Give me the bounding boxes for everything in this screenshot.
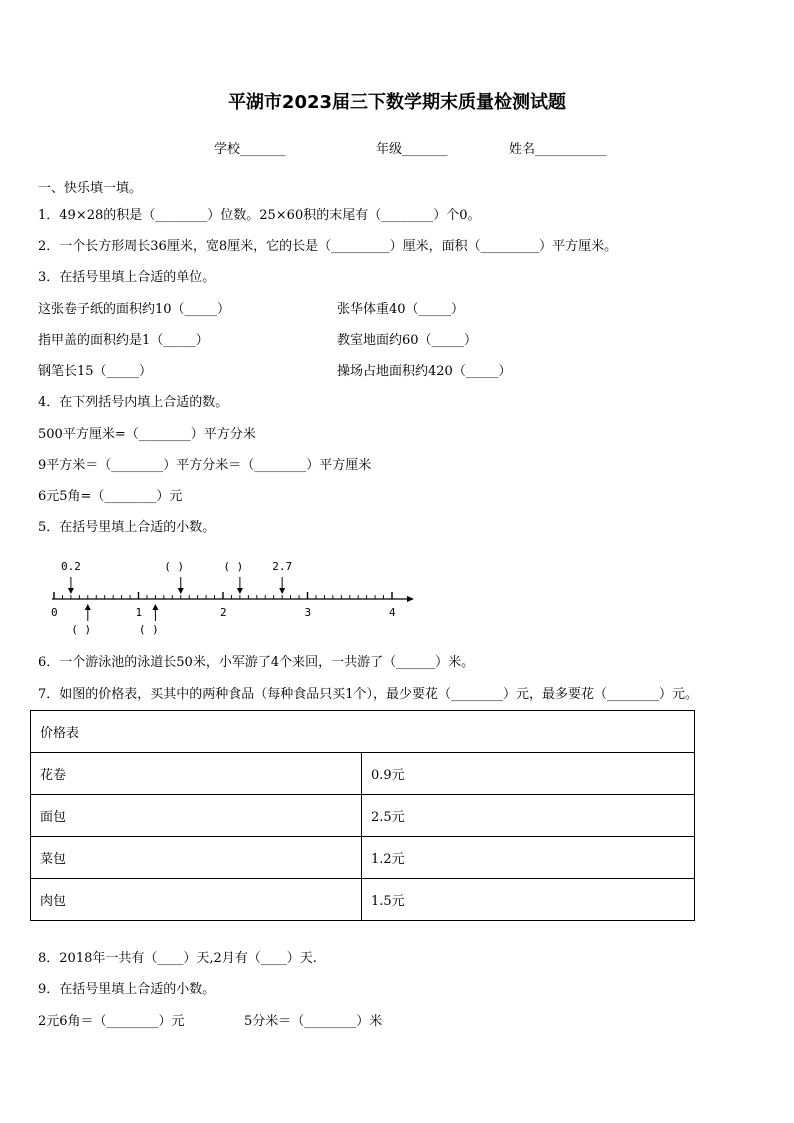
name-field: 姓名___________ (509, 142, 607, 157)
axis-arrow-icon (407, 596, 414, 602)
top-label: ( ) (164, 560, 185, 573)
q3-item: 指甲盖的面积约是1（_____） (38, 333, 209, 348)
q4-line: 9平方米＝（________）平方分米＝（________）平方厘米 (38, 458, 372, 473)
question-3: 3．在括号里填上合适的单位。 (38, 270, 216, 285)
table-row (31, 879, 695, 921)
section-heading: 一、快乐填一填。 (38, 181, 143, 196)
tick-label: 2 (220, 606, 227, 619)
question-5: 5．在括号里填上合适的小数。 (38, 520, 216, 535)
item-cell: 面包 (31, 795, 362, 837)
school-field: 学校_______ (214, 142, 286, 157)
table-row (31, 837, 695, 879)
top-label: 2.7 (272, 560, 293, 573)
table-row (31, 753, 695, 795)
question-4: 4．在下列括号内填上合适的数。 (38, 395, 229, 410)
question-7: 7．如图的价格表，买其中的两种食品（每种食品只买1个），最少要花（________）元，最多要花（________）元。 (38, 687, 699, 702)
price-table-header: 价格表 (31, 711, 695, 753)
price-cell: 2.5元 (362, 795, 695, 837)
item-cell: 肉包 (31, 879, 362, 921)
table-row (31, 795, 695, 837)
q9-line-b: 5分米＝（________）米 (244, 1014, 383, 1029)
down-arrow-head-icon (178, 588, 184, 594)
up-arrow-head-icon (85, 604, 91, 610)
q4-line: 500平方厘米=（________）平方分米 (38, 427, 256, 442)
price-table (30, 710, 695, 921)
price-cell: 1.2元 (362, 837, 695, 879)
q3-item: 这张卷子纸的面积约10（_____） (38, 302, 231, 317)
tick-label: 3 (304, 606, 312, 619)
bottom-label: ( ) (138, 623, 159, 636)
down-arrow-head-icon (237, 588, 243, 594)
q3-item: 操场占地面积约420（_____） (337, 364, 512, 379)
top-label: 0.2 (61, 560, 81, 573)
down-arrow-head-icon (68, 588, 74, 594)
question-2: 2．一个长方形周长36厘米，宽8厘米，它的长是（_________）厘米，面积（_________）平方厘米。 (38, 239, 618, 254)
tick-label: 1 (135, 606, 143, 619)
price-cell: 0.9元 (362, 753, 695, 795)
question-9: 9．在括号里填上合适的小数。 (38, 982, 216, 997)
table-row (31, 711, 695, 753)
down-arrow-head-icon (279, 588, 285, 594)
grade-field: 年级_______ (376, 142, 448, 157)
question-1: 1．49×28的积是（________）位数。25×60积的末尾有（________）个0。 (38, 208, 481, 223)
up-arrow-head-icon (152, 604, 158, 610)
q3-item: 张华体重40（_____） (337, 302, 465, 317)
item-cell: 菜包 (31, 837, 362, 879)
page-title: 平湖市2023届三下数学期末质量检测试题 (227, 92, 567, 113)
tick-label: 4 (389, 606, 396, 619)
question-8: 8．2018年一共有（____）天,2月有（____）天. (38, 951, 317, 966)
number-line (40, 555, 430, 640)
tick-label: 0 (51, 606, 58, 619)
q3-item: 钢笔长15（_____） (38, 364, 153, 379)
question-6: 6．一个游泳池的泳道长50米，小军游了4个来回，一共游了（______）米。 (38, 655, 475, 670)
q9-line-a: 2元6角＝（________）元 (38, 1014, 185, 1029)
price-cell: 1.5元 (362, 879, 695, 921)
item-cell: 花卷 (31, 753, 362, 795)
bottom-label: ( ) (71, 623, 92, 636)
q3-item: 教室地面约60（_____） (337, 333, 478, 348)
top-label: ( ) (223, 560, 244, 573)
q4-line: 6元5角=（________）元 (38, 489, 183, 504)
